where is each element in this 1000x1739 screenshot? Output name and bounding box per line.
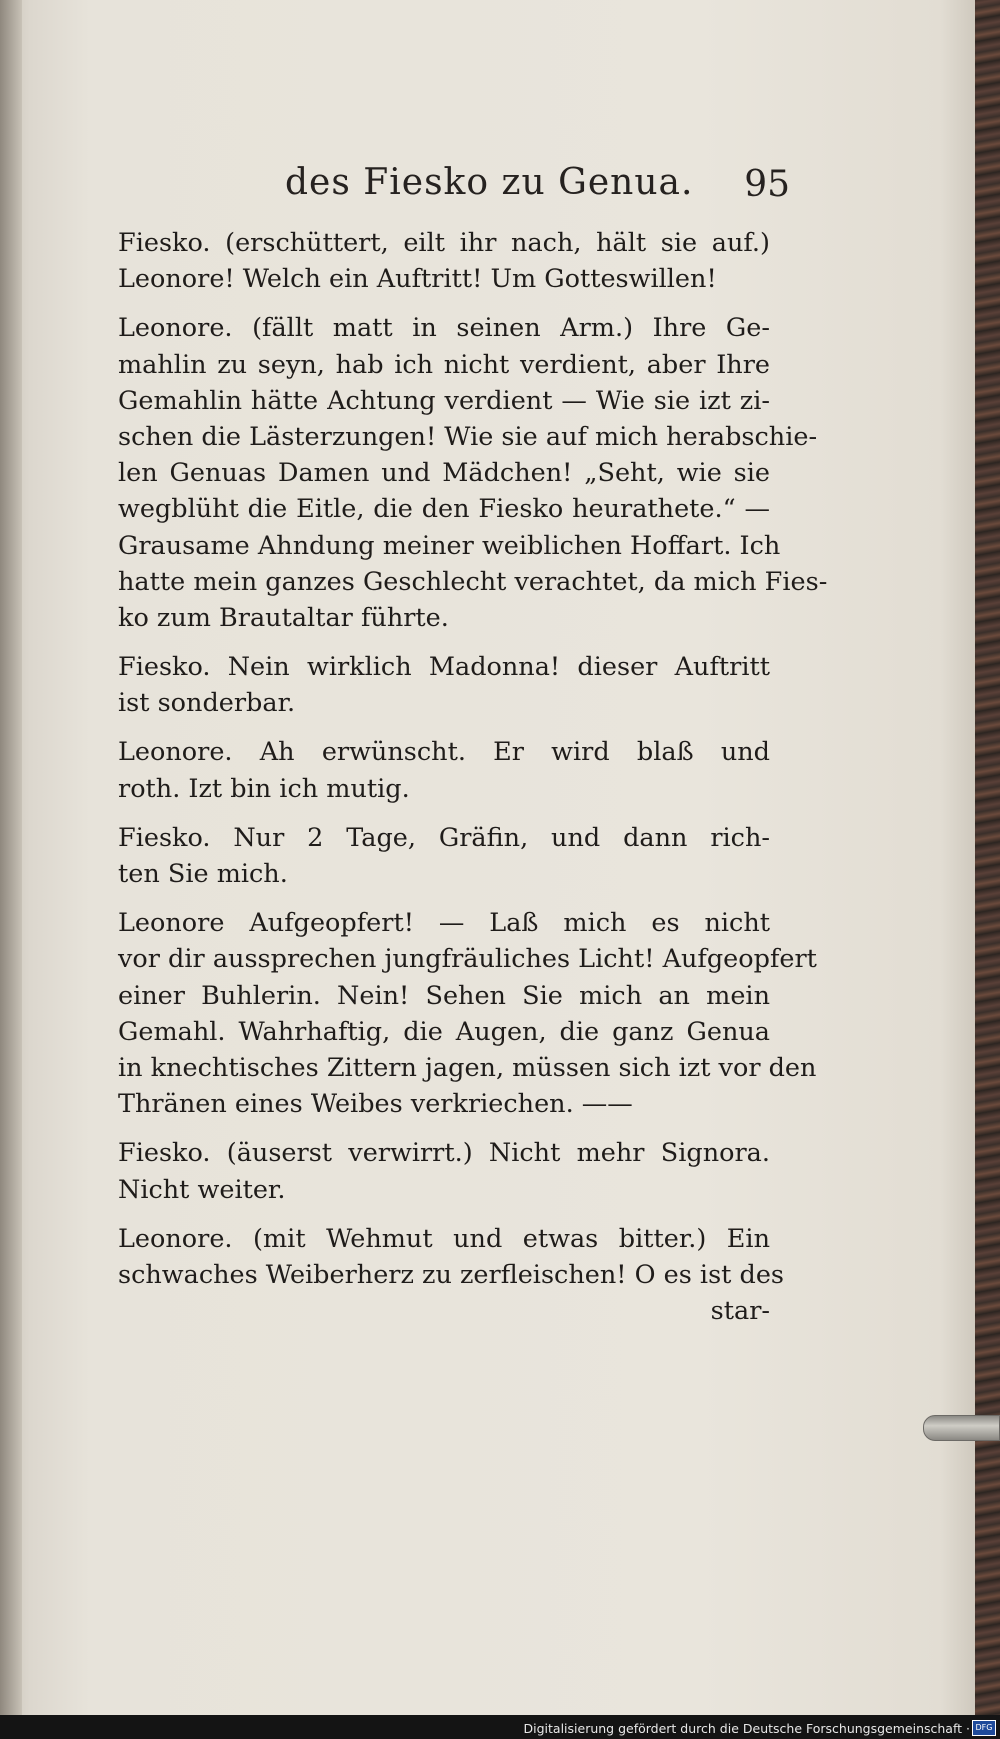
text-line: Fiesko. (äuserst verwirrt.) Nicht mehr Signora.: [118, 1138, 770, 1169]
text-line: Nicht weiter.: [118, 1174, 286, 1205]
text-line: len Genuas Damen und Mädchen! „Seht, wie sie: [118, 458, 770, 489]
text-line: Grausame Ahndung meiner weiblichen Hoffart. Ich: [118, 530, 781, 561]
text-line: wegblüht die Eitle, die den Fiesko heurathete.“ —: [118, 494, 770, 525]
text-line: roth. Izt bin ich mutig.: [118, 773, 410, 804]
paragraph-gap: [118, 721, 770, 734]
text-line: mahlin zu seyn, hab ich nicht verdient, aber Ihre: [118, 349, 770, 380]
page-body-text: [118, 225, 828, 1329]
text-line: schen die Lästerzungen! Wie sie auf mich herabschie-: [118, 421, 818, 452]
text-line: Thränen eines Weibes verkriechen. ——: [118, 1089, 633, 1120]
footer-bar: [0, 1715, 1000, 1739]
text-line: vor dir aussprechen jungfräuliches Licht! Aufgeopfert: [118, 944, 817, 975]
text-line: Gemahl. Wahrhaftig, die Augen, die ganz Genua: [118, 1016, 770, 1047]
paragraph-gap: [118, 1208, 770, 1221]
text-line: Gemahlin hätte Achtung verdient — Wie sie izt zi-: [118, 385, 770, 416]
running-title: des Fiesko zu Genua.: [285, 162, 694, 203]
text-line: Leonore. Ah erwünscht. Er wird blaß und: [118, 737, 770, 768]
text-line: in knechtisches Zittern jagen, müssen sich izt vor den: [118, 1052, 817, 1083]
text-line: Fiesko. Nur 2 Tage, Gräfin, und dann rich-: [118, 822, 770, 853]
digitization-credit: Digitalisierung gefördert durch die Deutsche Forschungsgemeinschaft ·: [523, 1721, 970, 1736]
text-line: ist sonderbar.: [118, 688, 296, 719]
running-header: [285, 162, 790, 212]
paragraph-gap: [118, 297, 770, 310]
text-line: einer Buhlerin. Nein! Sehen Sie mich an mein: [118, 980, 770, 1011]
text-line: ko zum Brautaltar führte.: [118, 602, 449, 633]
text-line: ten Sie mich.: [118, 859, 288, 889]
page-number: 95: [744, 164, 790, 205]
paragraph-gap: [118, 892, 770, 905]
text-line: Leonore Aufgeopfert! — Laß mich es nicht: [118, 908, 770, 939]
page-clip: [923, 1415, 1000, 1441]
text-line: Leonore. (mit Wehmut und etwas bitter.) Ein: [118, 1223, 770, 1254]
text-line: star-: [710, 1296, 770, 1327]
page-gutter-shadow: [0, 0, 22, 1715]
text-line: Leonore! Welch ein Auftritt! Um Gotteswillen!: [118, 264, 717, 295]
paragraph-gap: [118, 1122, 770, 1135]
text-line: Leonore. (fällt matt in seinen Arm.) Ihre Ge-: [118, 313, 770, 344]
text-line: Fiesko. Nein wirklich Madonna! dieser Auftritt: [118, 652, 770, 683]
paragraph-gap: [118, 636, 770, 649]
paragraph-gap: [118, 807, 770, 820]
dfg-logo: DFG: [972, 1720, 996, 1736]
text-line: hatte mein ganzes Geschlecht verachtet, da mich Fies-: [118, 566, 828, 597]
text-line: Fiesko. (erschüttert, eilt ihr nach, hält sie auf.): [118, 228, 770, 258]
text-line: schwaches Weiberherz zu zerfleischen! O es ist des: [118, 1259, 785, 1290]
